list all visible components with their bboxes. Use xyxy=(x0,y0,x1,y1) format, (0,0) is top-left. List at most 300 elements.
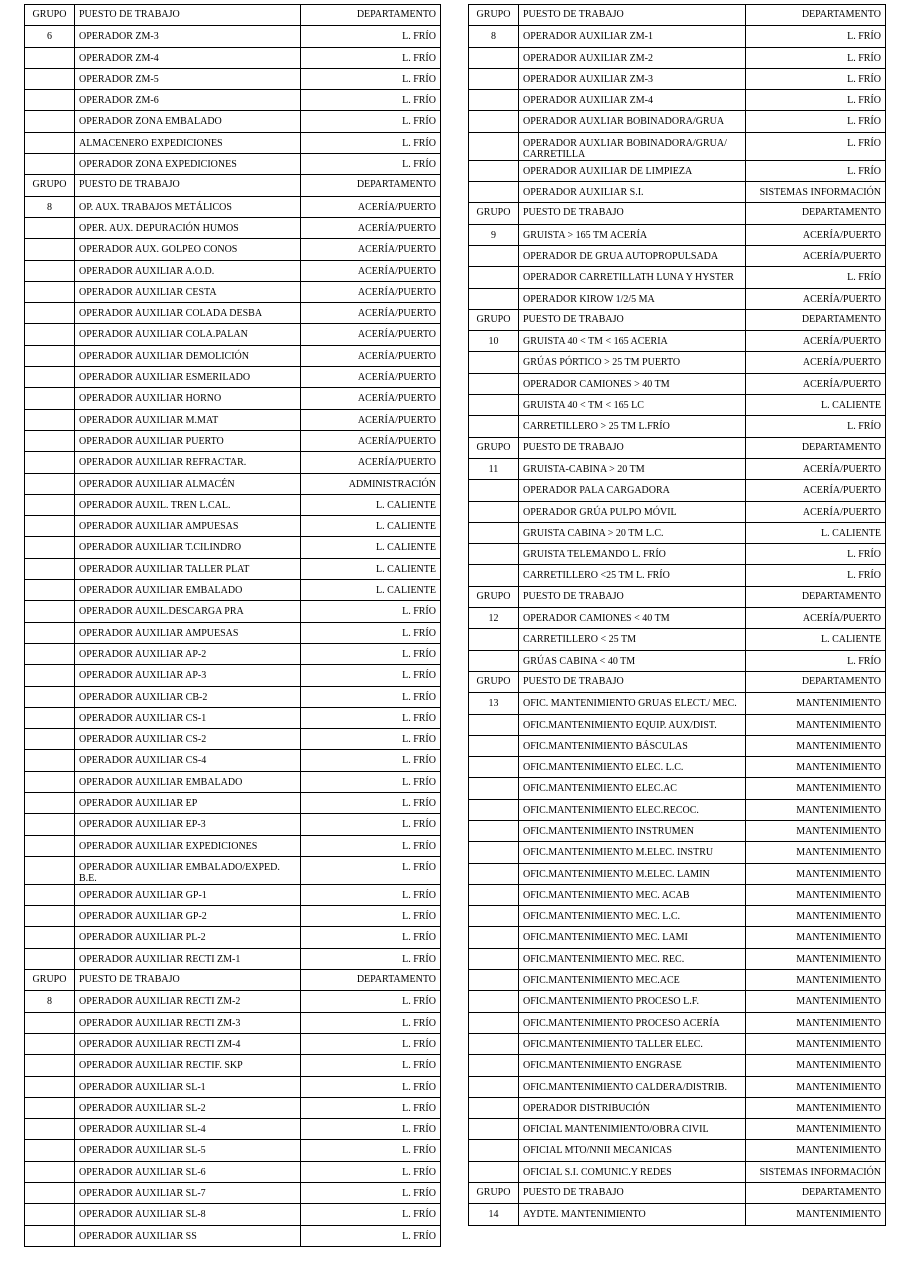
table-row xyxy=(25,1097,441,1118)
puesto-cell: OFIC. MANTENIMIENTO GRUAS ELECT./ MEC. xyxy=(519,693,746,714)
table-row xyxy=(469,629,886,650)
puesto-cell: OFIC.MANTENIMIENTO ELEC. L.C. xyxy=(519,757,746,778)
puesto-cell: OPERADOR AUXIL.DESCARGA PRA xyxy=(75,601,301,622)
table-row xyxy=(469,778,886,799)
departamento-cell: MANTENIMIENTO xyxy=(746,927,886,948)
puesto-cell: OPERADOR CAMIONES < 40 TM xyxy=(519,608,746,629)
departamento-cell: L. FRÍO xyxy=(301,622,441,643)
table-row xyxy=(25,367,441,388)
puesto-cell: OFICIAL MTO/NNII MECANICAS xyxy=(519,1140,746,1161)
departamento-cell: L. FRÍO xyxy=(746,90,886,111)
departamento-cell: L. FRÍO xyxy=(746,565,886,586)
grupo-cell xyxy=(25,537,75,558)
grupo-cell xyxy=(25,217,75,238)
header-puesto: PUESTO DE TRABAJO xyxy=(519,586,746,607)
table-row xyxy=(469,373,886,394)
departamento-cell: ACERÍA/PUERTO xyxy=(746,480,886,501)
departamento-cell: L. CALIENTE xyxy=(301,494,441,515)
table-row xyxy=(25,26,441,47)
grupo-cell xyxy=(469,288,519,309)
table-row xyxy=(469,267,886,288)
departamento-cell: L. CALIENTE xyxy=(301,537,441,558)
table-row xyxy=(25,750,441,771)
departamento-cell: L. FRÍO xyxy=(746,160,886,181)
departamento-cell: MANTENIMIENTO xyxy=(746,1055,886,1076)
puesto-cell: OPERADOR AUXILIAR EMBALADO xyxy=(75,771,301,792)
header-departamento: DEPARTAMENTO xyxy=(301,175,441,196)
departamento-cell: L. FRÍO xyxy=(301,1161,441,1182)
puesto-cell: OFIC.MANTENIMIENTO M.ELEC. INSTRU xyxy=(519,842,746,863)
table-row xyxy=(25,1140,441,1161)
puesto-cell: GRUISTA > 165 TM ACERÍA xyxy=(519,224,746,245)
right-table xyxy=(468,4,886,1226)
puesto-cell: OFIC.MANTENIMIENTO ENGRASE xyxy=(519,1055,746,1076)
departamento-cell: L. FRÍO xyxy=(301,1204,441,1225)
table-row xyxy=(25,771,441,792)
departamento-cell: ACERÍA/PUERTO xyxy=(746,373,886,394)
table-row xyxy=(25,1012,441,1033)
header-row xyxy=(469,437,886,458)
grupo-cell: 8 xyxy=(25,991,75,1012)
grupo-cell xyxy=(469,132,519,160)
puesto-cell: OPERADOR ZM-4 xyxy=(75,47,301,68)
grupo-cell xyxy=(25,90,75,111)
header-puesto: PUESTO DE TRABAJO xyxy=(75,175,301,196)
puesto-cell: OPERADOR DISTRIBUCIÓN xyxy=(519,1097,746,1118)
grupo-cell xyxy=(469,820,519,841)
grupo-cell xyxy=(25,1183,75,1204)
departamento-cell: MANTENIMIENTO xyxy=(746,842,886,863)
grupo-cell xyxy=(469,68,519,89)
puesto-cell: OPERADOR AUXILIAR ZM-4 xyxy=(519,90,746,111)
grupo-cell: 12 xyxy=(469,608,519,629)
table-row xyxy=(25,729,441,750)
puesto-cell: OPERADOR AUXILIAR CB-2 xyxy=(75,686,301,707)
header-grupo: GRUPO xyxy=(469,309,519,330)
grupo-cell xyxy=(469,863,519,884)
header-grupo: GRUPO xyxy=(25,5,75,26)
grupo-cell xyxy=(469,373,519,394)
table-row xyxy=(25,324,441,345)
puesto-cell: OFIC.MANTENIMIENTO BÁSCULAS xyxy=(519,735,746,756)
departamento-cell: ACERÍA/PUERTO xyxy=(301,196,441,217)
table-row xyxy=(469,884,886,905)
header-row xyxy=(469,5,886,26)
grupo-cell xyxy=(25,1076,75,1097)
table-row xyxy=(469,1033,886,1054)
departamento-cell: ACERÍA/PUERTO xyxy=(746,331,886,352)
grupo-cell: 11 xyxy=(469,458,519,479)
grupo-cell xyxy=(25,580,75,601)
puesto-cell: OFIC.MANTENIMIENTO TALLER ELEC. xyxy=(519,1033,746,1054)
puesto-cell: OFICIAL S.I. COMUNIC.Y REDES xyxy=(519,1161,746,1182)
grupo-cell xyxy=(25,1097,75,1118)
table-row xyxy=(25,90,441,111)
puesto-cell: OPERADOR AUXILIAR ZM-2 xyxy=(519,47,746,68)
departamento-cell: L. FRÍO xyxy=(301,1225,441,1246)
departamento-cell: MANTENIMIENTO xyxy=(746,991,886,1012)
departamento-cell: L. FRÍO xyxy=(301,1076,441,1097)
departamento-cell: MANTENIMIENTO xyxy=(746,1204,886,1225)
puesto-cell: CARRETILLERO <25 TM L. FRÍO xyxy=(519,565,746,586)
puesto-cell: OPERADOR AUXILIAR EMBALADO xyxy=(75,580,301,601)
puesto-cell: OPERADOR AUXILIAR DEMOLICIÓN xyxy=(75,345,301,366)
puesto-cell: OFIC.MANTENIMIENTO MEC. REC. xyxy=(519,948,746,969)
puesto-cell: OPERADOR AUXILIAR DE LIMPIEZA xyxy=(519,160,746,181)
table-row xyxy=(469,132,886,160)
table-row xyxy=(25,132,441,153)
puesto-cell: OPERADOR AUXILIAR AP-3 xyxy=(75,665,301,686)
puesto-cell: OFIC.MANTENIMIENTO PROCESO ACERÍA xyxy=(519,1012,746,1033)
header-row xyxy=(469,586,886,607)
puesto-cell: AYDTE. MANTENIMIENTO xyxy=(519,1204,746,1225)
puesto-cell: OFIC.MANTENIMIENTO PROCESO L.F. xyxy=(519,991,746,1012)
table-row xyxy=(25,991,441,1012)
header-puesto: PUESTO DE TRABAJO xyxy=(519,309,746,330)
grupo-cell xyxy=(25,558,75,579)
grupo-cell xyxy=(25,132,75,153)
departamento-cell: MANTENIMIENTO xyxy=(746,884,886,905)
header-row xyxy=(469,309,886,330)
table-row xyxy=(469,1076,886,1097)
departamento-cell: ACERÍA/PUERTO xyxy=(301,345,441,366)
grupo-cell xyxy=(469,416,519,437)
puesto-cell: GRUISTA CABINA > 20 TM L.C. xyxy=(519,522,746,543)
grupo-cell xyxy=(25,906,75,927)
puesto-cell: OPERADOR AUXILIAR SL-2 xyxy=(75,1097,301,1118)
departamento-cell: MANTENIMIENTO xyxy=(746,778,886,799)
grupo-cell xyxy=(25,686,75,707)
departamento-cell: ACERÍA/PUERTO xyxy=(301,239,441,260)
puesto-cell: OPERADOR CARRETILLATH LUNA Y HYSTER xyxy=(519,267,746,288)
left-table-body xyxy=(25,5,441,1247)
puesto-cell: OPERADOR AUXILIAR SL-8 xyxy=(75,1204,301,1225)
grupo-cell xyxy=(469,1076,519,1097)
grupo-cell xyxy=(25,856,75,884)
header-puesto: PUESTO DE TRABAJO xyxy=(75,5,301,26)
departamento-cell: L. FRÍO xyxy=(746,26,886,47)
table-row xyxy=(469,544,886,565)
grupo-cell xyxy=(469,160,519,181)
departamento-cell: L. FRÍO xyxy=(746,68,886,89)
grupo-cell xyxy=(25,345,75,366)
table-row xyxy=(469,970,886,991)
puesto-cell: OPERADOR KIROW 1/2/5 MA xyxy=(519,288,746,309)
puesto-cell: OPERADOR AUXILIAR SL-1 xyxy=(75,1076,301,1097)
grupo-cell: 6 xyxy=(25,26,75,47)
departamento-cell: MANTENIMIENTO xyxy=(746,906,886,927)
table-row xyxy=(25,494,441,515)
table-row xyxy=(469,948,886,969)
puesto-cell: OPERADOR AUXILIAR RECTI ZM-2 xyxy=(75,991,301,1012)
puesto-cell: OPERADOR AUXILIAR RECTI ZM-3 xyxy=(75,1012,301,1033)
header-departamento: DEPARTAMENTO xyxy=(746,671,886,692)
puesto-cell: OPERADOR AUXILIAR M.MAT xyxy=(75,409,301,430)
header-row xyxy=(469,203,886,224)
departamento-cell: L. CALIENTE xyxy=(301,516,441,537)
table-row xyxy=(25,835,441,856)
departamento-cell: L. FRÍO xyxy=(301,686,441,707)
table-row xyxy=(25,111,441,132)
departamento-cell: L. FRÍO xyxy=(301,729,441,750)
table-row xyxy=(25,68,441,89)
table-row xyxy=(25,792,441,813)
puesto-cell: OFIC.MANTENIMIENTO EQUIP. AUX/DIST. xyxy=(519,714,746,735)
grupo-cell xyxy=(469,842,519,863)
grupo-cell xyxy=(469,565,519,586)
table-row xyxy=(469,714,886,735)
departamento-cell: ACERÍA/PUERTO xyxy=(746,608,886,629)
table-row xyxy=(469,160,886,181)
grupo-cell xyxy=(25,601,75,622)
departamento-cell: MANTENIMIENTO xyxy=(746,714,886,735)
puesto-cell: OPERADOR AUXILIAR EXPEDICIONES xyxy=(75,835,301,856)
puesto-cell: OPERADOR AUXILIAR CS-1 xyxy=(75,707,301,728)
table-row xyxy=(469,90,886,111)
puesto-cell: OPERADOR AUXILIAR ESMERILADO xyxy=(75,367,301,388)
departamento-cell: L. FRÍO xyxy=(301,991,441,1012)
departamento-cell: MANTENIMIENTO xyxy=(746,1012,886,1033)
table-row xyxy=(469,650,886,671)
header-departamento: DEPARTAMENTO xyxy=(746,203,886,224)
puesto-cell: OFIC.MANTENIMIENTO INSTRUMEN xyxy=(519,820,746,841)
table-row xyxy=(469,757,886,778)
departamento-cell: L. FRÍO xyxy=(301,643,441,664)
table-row xyxy=(469,693,886,714)
header-grupo: GRUPO xyxy=(469,203,519,224)
departamento-cell: ACERÍA/PUERTO xyxy=(301,281,441,302)
table-row xyxy=(469,863,886,884)
grupo-cell xyxy=(25,388,75,409)
grupo-cell: 8 xyxy=(25,196,75,217)
grupo-cell xyxy=(469,735,519,756)
departamento-cell: ACERÍA/PUERTO xyxy=(301,367,441,388)
grupo-cell xyxy=(25,239,75,260)
puesto-cell: OPERADOR AUXILIAR REFRACTAR. xyxy=(75,452,301,473)
grupo-cell: 13 xyxy=(469,693,519,714)
right-table-body xyxy=(469,5,886,1226)
grupo-cell xyxy=(25,154,75,175)
table-row xyxy=(25,906,441,927)
grupo-cell xyxy=(25,367,75,388)
header-puesto: PUESTO DE TRABAJO xyxy=(519,5,746,26)
table-row xyxy=(469,182,886,203)
grupo-cell xyxy=(25,814,75,835)
puesto-cell: OP. AUX. TRABAJOS METÁLICOS xyxy=(75,196,301,217)
departamento-cell: L. CALIENTE xyxy=(301,580,441,601)
departamento-cell: L. FRÍO xyxy=(746,111,886,132)
puesto-cell: OPERADOR AUXILIAR TALLER PLAT xyxy=(75,558,301,579)
puesto-cell: OPERADOR AUXILIAR ZM-3 xyxy=(519,68,746,89)
departamento-cell: MANTENIMIENTO xyxy=(746,735,886,756)
table-row xyxy=(469,820,886,841)
grupo-cell xyxy=(469,948,519,969)
header-departamento: DEPARTAMENTO xyxy=(746,437,886,458)
puesto-cell: OPERADOR AUXILIAR EP xyxy=(75,792,301,813)
table-row xyxy=(469,288,886,309)
header-departamento: DEPARTAMENTO xyxy=(746,5,886,26)
table-row xyxy=(469,927,886,948)
grupo-cell xyxy=(25,516,75,537)
puesto-cell: OPERADOR AUXILIAR COLADA DESBA xyxy=(75,303,301,324)
puesto-cell: GRUISTA TELEMANDO L. FRÍO xyxy=(519,544,746,565)
departamento-cell: L. FRÍO xyxy=(301,1033,441,1054)
grupo-cell xyxy=(25,324,75,345)
puesto-cell: OPERADOR AUXILIAR RECTI ZM-1 xyxy=(75,948,301,969)
departamento-cell: L. FRÍO xyxy=(301,835,441,856)
grupo-cell xyxy=(25,1119,75,1140)
grupo-cell xyxy=(25,452,75,473)
table-row xyxy=(25,558,441,579)
table-row xyxy=(25,622,441,643)
grupo-cell xyxy=(469,47,519,68)
puesto-cell: OFIC.MANTENIMIENTO MEC. ACAB xyxy=(519,884,746,905)
table-row xyxy=(469,842,886,863)
departamento-cell: MANTENIMIENTO xyxy=(746,1140,886,1161)
table-row xyxy=(469,480,886,501)
header-puesto: PUESTO DE TRABAJO xyxy=(519,671,746,692)
table-row xyxy=(25,409,441,430)
grupo-cell xyxy=(469,927,519,948)
table-row xyxy=(469,1161,886,1182)
puesto-cell: OPERADOR AUXLIAR BOBINADORA/GRUA xyxy=(519,111,746,132)
departamento-cell: ACERÍA/PUERTO xyxy=(301,452,441,473)
table-row xyxy=(25,217,441,238)
puesto-cell: OPERADOR AUXILIAR PUERTO xyxy=(75,430,301,451)
departamento-cell: ACERÍA/PUERTO xyxy=(301,388,441,409)
grupo-cell xyxy=(469,1161,519,1182)
header-grupo: GRUPO xyxy=(25,175,75,196)
table-row xyxy=(25,260,441,281)
table-row xyxy=(469,47,886,68)
departamento-cell: L. FRÍO xyxy=(301,707,441,728)
departamento-cell: L. FRÍO xyxy=(301,884,441,905)
puesto-cell: OPERADOR ZM-3 xyxy=(75,26,301,47)
puesto-cell: GRUISTA-CABINA > 20 TM xyxy=(519,458,746,479)
header-row xyxy=(469,1183,886,1204)
grupo-cell xyxy=(25,750,75,771)
header-departamento: DEPARTAMENTO xyxy=(746,586,886,607)
table-row xyxy=(469,395,886,416)
departamento-cell: MANTENIMIENTO xyxy=(746,693,886,714)
table-row xyxy=(25,1119,441,1140)
table-row xyxy=(25,47,441,68)
table-row xyxy=(25,707,441,728)
grupo-cell xyxy=(25,884,75,905)
departamento-cell: ACERÍA/PUERTO xyxy=(301,303,441,324)
grupo-cell xyxy=(25,1012,75,1033)
header-departamento: DEPARTAMENTO xyxy=(746,309,886,330)
grupo-cell xyxy=(25,260,75,281)
table-row xyxy=(25,345,441,366)
grupo-cell xyxy=(25,665,75,686)
puesto-cell: CARRETILLERO > 25 TM L.FRÍO xyxy=(519,416,746,437)
table-row xyxy=(469,799,886,820)
grupo-cell xyxy=(25,473,75,494)
puesto-cell: OFIC.MANTENIMIENTO MEC. LAMI xyxy=(519,927,746,948)
departamento-cell: MANTENIMIENTO xyxy=(746,820,886,841)
grupo-cell xyxy=(469,480,519,501)
grupo-cell xyxy=(469,1033,519,1054)
header-grupo: GRUPO xyxy=(469,437,519,458)
table-row xyxy=(25,452,441,473)
departamento-cell: ACERÍA/PUERTO xyxy=(746,458,886,479)
puesto-cell: OPERADOR AUXILIAR CS-2 xyxy=(75,729,301,750)
puesto-cell: OFIC.MANTENIMIENTO M.ELEC. LAMIN xyxy=(519,863,746,884)
puesto-cell: OPERADOR DE GRUA AUTOPROPULSADA xyxy=(519,245,746,266)
grupo-cell xyxy=(25,430,75,451)
puesto-cell: OPERADOR AUXILIAR AMPUESAS xyxy=(75,622,301,643)
table-row xyxy=(25,927,441,948)
table-row xyxy=(25,601,441,622)
table-row xyxy=(25,643,441,664)
puesto-cell: ALMACENERO EXPEDICIONES xyxy=(75,132,301,153)
grupo-cell xyxy=(25,643,75,664)
table-row xyxy=(469,1055,886,1076)
departamento-cell: ACERÍA/PUERTO xyxy=(301,430,441,451)
header-row xyxy=(25,175,441,196)
table-row xyxy=(469,1097,886,1118)
grupo-cell xyxy=(25,707,75,728)
puesto-cell: OPERADOR AUXILIAR SL-5 xyxy=(75,1140,301,1161)
grupo-cell xyxy=(25,111,75,132)
puesto-cell: OPERADOR AUXLIAR BOBINADORA/GRUA/ CARRETILLA xyxy=(519,132,746,160)
grupo-cell: 9 xyxy=(469,224,519,245)
table-row xyxy=(469,1204,886,1225)
departamento-cell: L. FRÍO xyxy=(746,544,886,565)
puesto-cell: OPERADOR AUXILIAR CS-4 xyxy=(75,750,301,771)
puesto-cell: OPERADOR AUXILIAR EP-3 xyxy=(75,814,301,835)
table-row xyxy=(25,388,441,409)
grupo-cell xyxy=(25,47,75,68)
puesto-cell: OPERADOR AUXIL. TREN L.CAL. xyxy=(75,494,301,515)
departamento-cell: MANTENIMIENTO xyxy=(746,863,886,884)
header-grupo: GRUPO xyxy=(469,671,519,692)
departamento-cell: MANTENIMIENTO xyxy=(746,948,886,969)
departamento-cell: L. FRÍO xyxy=(301,856,441,884)
table-row xyxy=(469,522,886,543)
departamento-cell: L. FRÍO xyxy=(746,650,886,671)
left-table xyxy=(24,4,441,1247)
header-grupo: GRUPO xyxy=(469,5,519,26)
header-departamento: DEPARTAMENTO xyxy=(746,1183,886,1204)
puesto-cell: OPERADOR AUXILIAR PL-2 xyxy=(75,927,301,948)
grupo-cell xyxy=(469,799,519,820)
departamento-cell: L. FRÍO xyxy=(301,814,441,835)
puesto-cell: OPERADOR ZONA EXPEDICIONES xyxy=(75,154,301,175)
header-puesto: PUESTO DE TRABAJO xyxy=(519,203,746,224)
puesto-cell: OFIC.MANTENIMIENTO ELEC.AC xyxy=(519,778,746,799)
puesto-cell: OPERADOR AUXILIAR SL-4 xyxy=(75,1119,301,1140)
grupo-cell xyxy=(469,906,519,927)
puesto-cell: GRUISTA 40 < TM < 165 LC xyxy=(519,395,746,416)
puesto-cell: OPERADOR PALA CARGADORA xyxy=(519,480,746,501)
departamento-cell: L. FRÍO xyxy=(301,47,441,68)
grupo-cell xyxy=(469,245,519,266)
header-row xyxy=(25,970,441,991)
table-row xyxy=(25,281,441,302)
puesto-cell: OPERADOR AUXILIAR ALMACÉN xyxy=(75,473,301,494)
departamento-cell: L. FRÍO xyxy=(301,927,441,948)
departamento-cell: ACERÍA/PUERTO xyxy=(301,409,441,430)
departamento-cell: L. FRÍO xyxy=(301,1097,441,1118)
puesto-cell: OFIC.MANTENIMIENTO CALDERA/DISTRIB. xyxy=(519,1076,746,1097)
puesto-cell: OPERADOR AUXILIAR SS xyxy=(75,1225,301,1246)
grupo-cell xyxy=(25,729,75,750)
departamento-cell: L. FRÍO xyxy=(301,132,441,153)
departamento-cell: L. CALIENTE xyxy=(301,558,441,579)
puesto-cell: OFICIAL MANTENIMIENTO/OBRA CIVIL xyxy=(519,1119,746,1140)
